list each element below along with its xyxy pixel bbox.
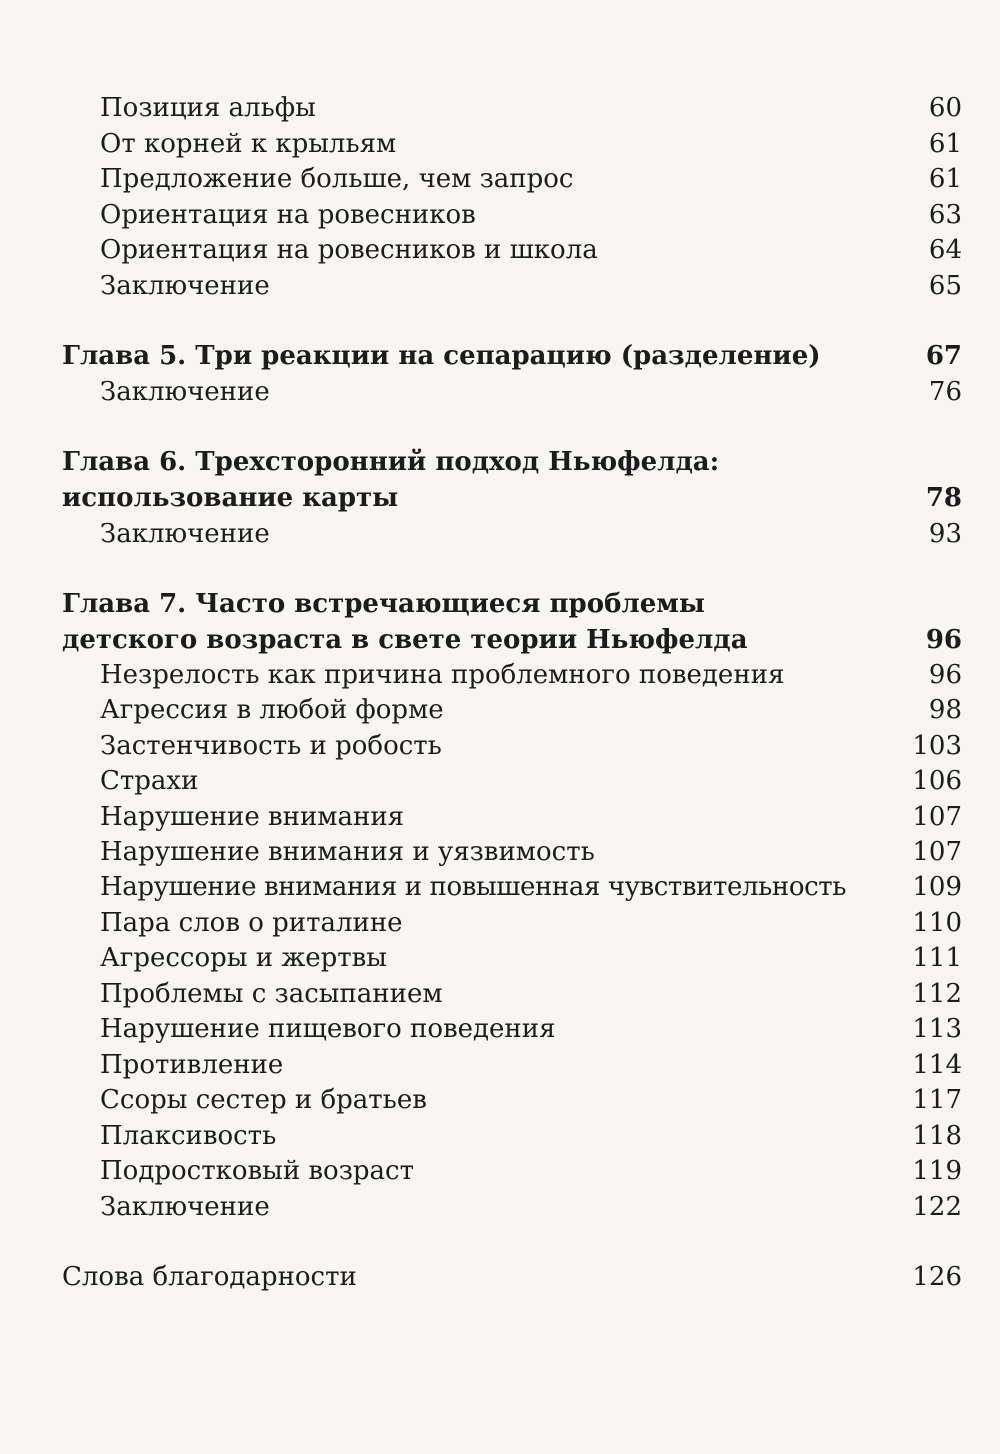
toc-entry (0, 516, 1000, 552)
toc-entry (0, 799, 1000, 835)
toc-entry (0, 1011, 1000, 1047)
chapter-page: 96 (925, 625, 962, 655)
toc-entry-page: 93 (928, 519, 962, 549)
toc-entry-page: 112 (912, 979, 962, 1009)
toc-entry-title: Нарушение внимания и повышенная чувствительность (100, 872, 846, 902)
toc-entry (0, 657, 1000, 693)
chapter-title (62, 586, 748, 658)
toc-entry (0, 869, 1000, 905)
toc-entry-page: 126 (912, 1262, 962, 1292)
chapter-title-line-2: детского возраста в свете теории Ньюфелда (62, 625, 748, 655)
toc-entry-page: 106 (912, 766, 962, 796)
toc-entry-page: 107 (912, 802, 962, 832)
toc-entry (0, 197, 1000, 233)
toc-entry (0, 1153, 1000, 1189)
toc-entry-title: Пара слов о риталине (100, 908, 403, 938)
toc-entry-title: Позиция альфы (100, 93, 316, 123)
toc-entry-title: Ориентация на ровесников (100, 200, 476, 230)
toc-entry-page: 107 (912, 837, 962, 867)
toc-entry-page: 98 (928, 695, 962, 725)
toc-entry-title: Слова благодарности (62, 1262, 357, 1292)
toc-entry-title: Страхи (100, 766, 199, 796)
toc-entry (0, 126, 1000, 162)
toc-entry-title: Подростковый возраст (100, 1156, 414, 1186)
toc-entry-page: 63 (928, 200, 962, 230)
toc-entry-page: 110 (912, 908, 962, 938)
toc-entry-page: 111 (912, 943, 962, 973)
toc-entry (0, 268, 1000, 304)
toc-entry-page: 60 (928, 93, 962, 123)
toc-entry (0, 90, 1000, 126)
toc-entry-title: Заключение (100, 519, 270, 549)
toc-entry (0, 728, 1000, 764)
toc-entry-page: 64 (928, 235, 962, 265)
toc-entry-page: 61 (928, 164, 962, 194)
toc-entry (0, 976, 1000, 1012)
toc-entry-title: Агрессия в любой форме (100, 695, 444, 725)
toc-entry (0, 1082, 1000, 1118)
chapter-title (62, 444, 719, 516)
toc-entry (0, 905, 1000, 941)
toc-entry-title: Незрелость как причина проблемного поведения (100, 660, 785, 690)
toc-chapter-6 (0, 444, 1000, 516)
toc-entry-title: Заключение (100, 1192, 270, 1222)
toc-entry (0, 1189, 1000, 1225)
toc-chapter-7 (0, 586, 1000, 658)
toc-entry (0, 1047, 1000, 1083)
toc-entry (0, 763, 1000, 799)
toc-entry-title: Заключение (100, 377, 270, 407)
toc-entry (0, 232, 1000, 268)
toc-chapter-5 (0, 338, 1000, 374)
toc-entry-title: Ориентация на ровесников и школа (100, 235, 598, 265)
toc-entry-page: 113 (912, 1014, 962, 1044)
toc-entry-page: 117 (912, 1085, 962, 1115)
toc-entry (0, 940, 1000, 976)
toc-entry-title: Ссоры сестер и братьев (100, 1085, 427, 1115)
toc-entry-page: 109 (912, 872, 962, 902)
chapter-title-line-2: использование карты (62, 483, 399, 513)
toc-entry-title: Нарушение пищевого поведения (100, 1014, 556, 1044)
toc-entry-page: 122 (912, 1192, 962, 1222)
toc-entry-title: Нарушение внимания и уязвимость (100, 837, 595, 867)
toc-entry-title: Противление (100, 1050, 284, 1080)
toc-entry-title: Проблемы с засыпанием (100, 979, 443, 1009)
toc-entry-title: Нарушение внимания (100, 802, 405, 832)
toc-entry-title: Агрессоры и жертвы (100, 943, 387, 973)
toc-entry (0, 834, 1000, 870)
toc-entry (0, 1118, 1000, 1154)
toc-entry-page: 103 (912, 731, 962, 761)
toc-entry-title: Плаксивость (100, 1121, 277, 1151)
chapter-title: Глава 5. Три реакции на сепарацию (разделение) (62, 341, 821, 371)
toc-entry (0, 374, 1000, 410)
chapter-page: 78 (925, 483, 962, 513)
toc-entry-title: Застенчивость и робость (100, 731, 442, 761)
toc-acknowledgements (0, 1259, 1000, 1295)
toc-entry-title: Заключение (100, 271, 270, 301)
toc-entry (0, 692, 1000, 728)
chapter-title-line-1: Глава 6. Трехсторонний подход Ньюфелда: (62, 447, 720, 477)
toc-entry-title: От корней к крыльям (100, 129, 397, 159)
toc-entry-page: 76 (928, 377, 962, 407)
chapter-page: 67 (925, 341, 962, 371)
toc-entry-page: 118 (912, 1121, 962, 1151)
toc-entry-page: 114 (912, 1050, 962, 1080)
toc-entry-title: Предложение больше, чем запрос (100, 164, 574, 194)
chapter-title-line-1: Глава 7. Часто встречающиеся проблемы (62, 589, 705, 619)
toc-entry-page: 96 (928, 660, 962, 690)
toc-entry-page: 65 (928, 271, 962, 301)
toc-entry (0, 161, 1000, 197)
toc-entry-page: 119 (912, 1156, 962, 1186)
toc-entry-page: 61 (928, 129, 962, 159)
